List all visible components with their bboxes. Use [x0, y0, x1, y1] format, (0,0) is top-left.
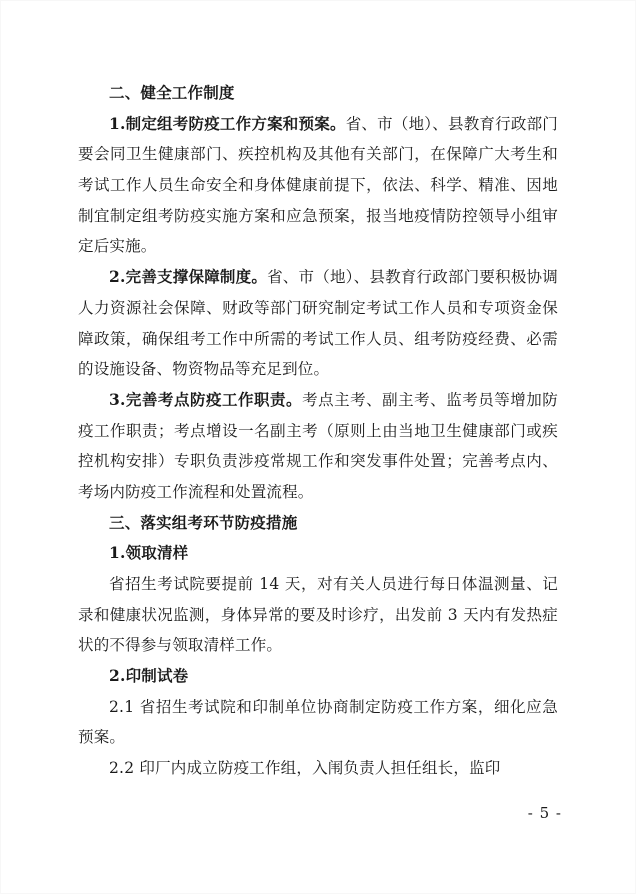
paragraph: [78, 385, 558, 508]
paragraph: 2.1 省招生考试院和印制单位协商制定防疫工作方案，细化应急预案。: [78, 697, 558, 747]
paragraph-lead: 3.完善考点防疫工作职责。: [109, 389, 303, 409]
page-content-area: [78, 78, 558, 818]
paragraph: [78, 109, 558, 262]
paragraph: 2.2 印厂内成立防疫工作组，入闱负责人担任组长，监印: [109, 759, 501, 778]
paragraph-text: 省、市（地）、县教育行政部门要积极协调人力资源社会保障、财政等部门研究制定考试工作人员和专项资金保障政策，确保组考工作中所需的考试工作人员、组考防疫经费、必需的设施设备、物资物品等充足到位。: [78, 268, 558, 379]
paragraph-text: 考点主考、副主考、监考员等增加防疫工作职责；考点增设一名副主考（原则上由当地卫生健康部门或疾控机构安排）专职负责涉疫常规工作和突发事件处置；完善考点内、考场内防疫工作流程和处置流程。: [78, 390, 558, 501]
paragraph-lead: 1.制定组考防疫工作方案和预案。: [109, 113, 346, 133]
paragraph-text: 省、市（地）、县教育行政部门要会同卫生健康部门、疾控机构及其他有关部门，在保障广大考生和考试工作人员生命安全和身体健康前提下，依法、科学、精准、因地制宜制定组考防疫实施方案和应急预案，报当地疫情防控领导小组审定后实施。: [78, 114, 558, 256]
sub-heading: 1.领取清样: [109, 543, 189, 563]
document-body: [78, 78, 558, 784]
section-heading: 二、健全工作制度: [109, 83, 235, 102]
paragraph: 省招生考试院要提前 14 天，对有关人员进行每日体温测量、记录和健康状况监测，身体异常的要及时诊疗，出发前 3 天内有发热症状的不得参与领取清样工作。: [78, 575, 558, 655]
paragraph: [78, 262, 558, 385]
sub-heading: 2.印制试卷: [109, 666, 189, 686]
paragraph-lead: 2.完善支撑保障制度。: [109, 267, 268, 287]
page-number: - 5 -: [527, 804, 562, 822]
section-heading: 三、落实组考环节防疫措施: [109, 512, 298, 532]
